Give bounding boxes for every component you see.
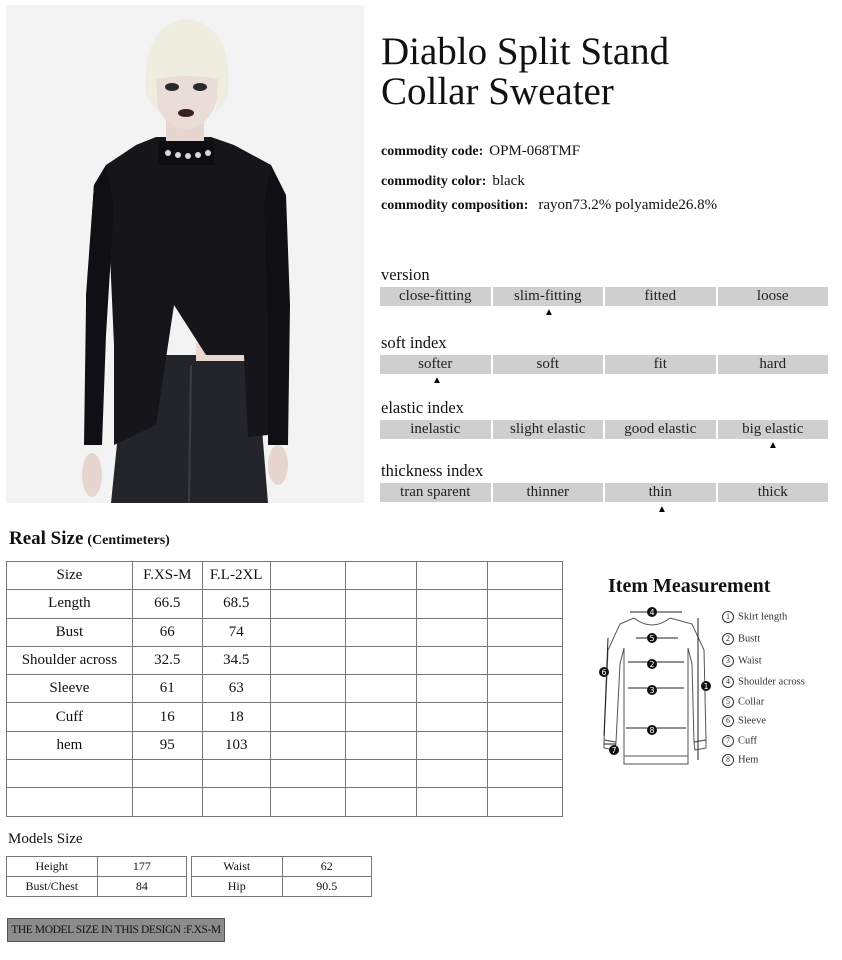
table-cell-empty <box>346 562 417 590</box>
table-cell-empty <box>417 760 488 788</box>
elastic-index-bar <box>380 420 828 439</box>
table-cell-empty <box>417 562 488 590</box>
item-measurement-title: Item Measurement <box>608 575 771 597</box>
legend-label: Sleeve <box>738 715 766 727</box>
table-cell-empty <box>488 788 563 816</box>
table-header-cell: F.L-2XL <box>202 562 270 590</box>
real-size-title: Real Size <box>9 528 84 549</box>
table-cell-empty <box>202 788 270 816</box>
version-option: fitted <box>605 287 716 306</box>
soft-index-option: soft <box>493 355 604 374</box>
legend-item <box>722 655 762 667</box>
table-cell-empty <box>346 731 417 759</box>
svg-text:4: 4 <box>649 608 655 617</box>
table-row-empty <box>7 788 563 816</box>
table-cell: 66 <box>132 618 202 646</box>
table-row <box>7 877 187 897</box>
table-cell: Waist <box>192 857 283 877</box>
elastic-index-option: slight elastic <box>493 420 604 439</box>
product-title <box>381 32 821 112</box>
svg-text:2: 2 <box>649 660 655 669</box>
legend-label: Skirt length <box>738 611 788 623</box>
table-cell: Sleeve <box>7 675 133 703</box>
elastic-index-option: big elastic <box>718 420 829 439</box>
table-cell-empty <box>488 562 563 590</box>
table-cell-empty <box>488 703 563 731</box>
table-cell-empty <box>417 731 488 759</box>
product-title-line1: Diablo Split Stand <box>381 30 670 73</box>
legend-number: 7 <box>722 735 734 747</box>
legend-label: Shoulder across <box>738 676 805 688</box>
real-size-heading <box>9 528 170 550</box>
models-size-table-right <box>191 856 372 897</box>
table-cell: 66.5 <box>132 590 202 618</box>
soft-index-option: softer <box>380 355 491 374</box>
table-cell: 61 <box>132 675 202 703</box>
thickness-index-option: tran sparent <box>380 483 491 502</box>
commodity-color-label: commodity color: <box>381 174 487 189</box>
table-cell: Height <box>7 857 98 877</box>
table-header-cell: Size <box>7 562 133 590</box>
table-cell: 16 <box>132 703 202 731</box>
table-cell-empty <box>270 675 346 703</box>
svg-text:8: 8 <box>649 726 655 735</box>
version-option: slim-fitting <box>493 287 604 306</box>
legend-item <box>722 754 758 766</box>
table-cell-empty <box>346 788 417 816</box>
soft-index-selected-marker: ▲ <box>432 375 442 386</box>
table-cell-empty <box>132 788 202 816</box>
table-cell-empty <box>346 675 417 703</box>
version-selected-marker: ▲ <box>544 307 554 318</box>
table-cell-empty <box>270 731 346 759</box>
table-header-cell: F.XS-M <box>132 562 202 590</box>
table-cell: Shoulder across <box>7 646 133 674</box>
table-row <box>7 703 563 731</box>
legend-number: 3 <box>722 655 734 667</box>
product-title-line2: Collar Sweater <box>381 70 614 113</box>
thickness-index-bar <box>380 483 828 502</box>
table-cell-empty <box>417 646 488 674</box>
table-header-row <box>7 562 563 590</box>
table-cell-empty <box>132 760 202 788</box>
table-row <box>192 877 372 897</box>
legend-label: Bustt <box>738 633 761 645</box>
elastic-index-selected-marker: ▲ <box>768 440 778 451</box>
soft-index-bar <box>380 355 828 374</box>
thickness-index-option: thick <box>718 483 829 502</box>
thickness-index-selected-marker: ▲ <box>657 504 667 515</box>
table-cell-empty <box>346 703 417 731</box>
product-photo <box>6 5 364 503</box>
svg-text:5: 5 <box>649 634 655 643</box>
svg-text:3: 3 <box>649 686 655 695</box>
version-option: loose <box>718 287 829 306</box>
elastic-index-title: elastic index <box>381 398 464 417</box>
table-cell: 95 <box>132 731 202 759</box>
table-cell-empty <box>488 731 563 759</box>
soft-index-option: fit <box>605 355 716 374</box>
table-row <box>7 618 563 646</box>
table-cell: 62 <box>282 857 371 877</box>
commodity-code <box>381 143 580 160</box>
commodity-composition-label: commodity composition: <box>381 198 529 213</box>
table-cell: 177 <box>97 857 186 877</box>
legend-label: Collar <box>738 696 765 708</box>
table-cell: Hip <box>192 877 283 897</box>
version-title: version <box>381 265 430 284</box>
table-cell-empty <box>270 562 346 590</box>
real-size-table <box>6 561 563 817</box>
thickness-index-title: thickness index <box>381 461 484 480</box>
models-size-table-left <box>6 856 187 897</box>
table-cell-empty <box>488 590 563 618</box>
legend-number: 4 <box>722 676 734 688</box>
table-cell-empty <box>488 618 563 646</box>
table-cell-empty <box>7 760 133 788</box>
table-cell-empty <box>417 675 488 703</box>
table-cell: 63 <box>202 675 270 703</box>
legend-item <box>722 715 766 727</box>
table-cell-empty <box>346 590 417 618</box>
table-row <box>7 731 563 759</box>
sweater-measurement-diagram <box>594 604 720 770</box>
table-cell-empty <box>488 760 563 788</box>
table-cell: 18 <box>202 703 270 731</box>
version-option: close-fitting <box>380 287 491 306</box>
table-cell-empty <box>346 618 417 646</box>
legend-item <box>722 611 787 623</box>
table-cell-empty <box>417 590 488 618</box>
thickness-index-option: thin <box>605 483 716 502</box>
table-cell: 74 <box>202 618 270 646</box>
legend-label: Cuff <box>738 735 758 747</box>
commodity-composition <box>381 197 717 214</box>
real-size-unit: (Centimeters) <box>87 533 170 548</box>
table-cell-empty <box>417 618 488 646</box>
svg-text:7: 7 <box>611 746 617 755</box>
legend-item <box>722 696 764 708</box>
table-cell-empty <box>346 646 417 674</box>
soft-index-option: hard <box>718 355 829 374</box>
version-bar <box>380 287 828 306</box>
commodity-color-value: black <box>492 173 525 189</box>
legend-number: 1 <box>722 611 734 623</box>
table-cell-empty <box>488 646 563 674</box>
table-cell-empty <box>270 703 346 731</box>
table-cell: Cuff <box>7 703 133 731</box>
model-size-note: THE MODEL SIZE IN THIS DESIGN :F.XS-M <box>7 918 225 942</box>
table-row-empty <box>7 760 563 788</box>
table-cell-empty <box>270 788 346 816</box>
table-cell-empty <box>488 675 563 703</box>
table-cell-empty <box>270 590 346 618</box>
table-cell-empty <box>417 703 488 731</box>
table-row <box>7 590 563 618</box>
table-row <box>7 646 563 674</box>
elastic-index-option: good elastic <box>605 420 716 439</box>
soft-index-title: soft index <box>381 333 447 352</box>
table-cell: 84 <box>97 877 186 897</box>
table-cell: hem <box>7 731 133 759</box>
table-cell-empty <box>346 760 417 788</box>
legend-item <box>722 735 757 747</box>
table-cell: 32.5 <box>132 646 202 674</box>
table-cell: 103 <box>202 731 270 759</box>
legend-item <box>722 633 760 645</box>
thickness-index-option: thinner <box>493 483 604 502</box>
table-cell: Bust <box>7 618 133 646</box>
table-cell: 90.5 <box>282 877 371 897</box>
legend-item <box>722 676 805 688</box>
table-row <box>192 857 372 877</box>
legend-label: Hem <box>738 754 759 766</box>
commodity-composition-value: rayon73.2% polyamide26.8% <box>538 197 718 213</box>
legend-number: 6 <box>722 715 734 727</box>
table-row <box>7 675 563 703</box>
svg-text:6: 6 <box>601 668 607 677</box>
legend-label: Waist <box>738 655 762 667</box>
table-cell-empty <box>270 646 346 674</box>
table-cell-empty <box>7 788 133 816</box>
table-cell-empty <box>417 788 488 816</box>
legend-number: 8 <box>722 754 734 766</box>
commodity-code-value: OPM-068TMF <box>489 143 581 159</box>
svg-text:1: 1 <box>703 682 709 691</box>
table-cell: Bust/Chest <box>7 877 98 897</box>
models-size-title: Models Size <box>8 831 83 847</box>
legend-number: 2 <box>722 633 734 645</box>
table-cell: 34.5 <box>202 646 270 674</box>
elastic-index-option: inelastic <box>380 420 491 439</box>
table-row <box>7 857 187 877</box>
table-cell: 68.5 <box>202 590 270 618</box>
table-cell: Length <box>7 590 133 618</box>
legend-number: 5 <box>722 696 734 708</box>
table-cell-empty <box>270 618 346 646</box>
commodity-code-label: commodity code: <box>381 144 484 159</box>
table-cell-empty <box>270 760 346 788</box>
table-cell-empty <box>202 760 270 788</box>
commodity-color <box>381 173 525 190</box>
